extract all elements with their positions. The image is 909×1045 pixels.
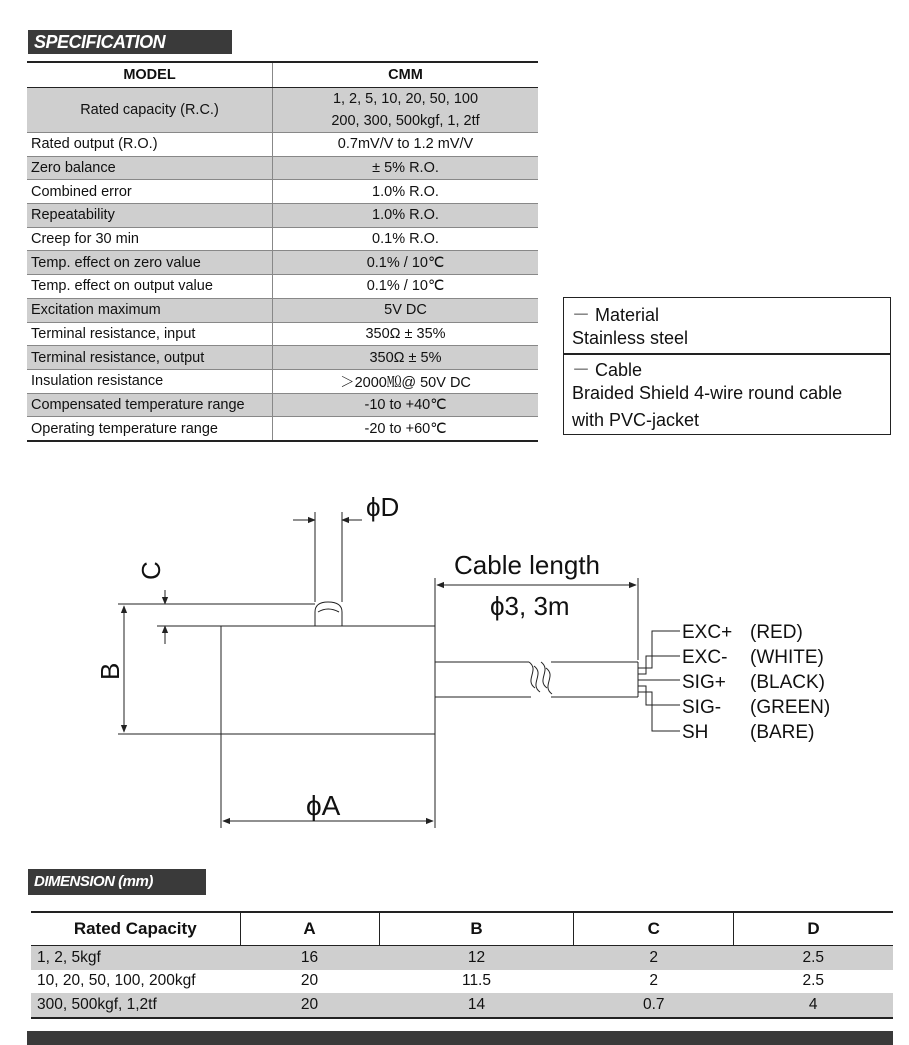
- spec-value: 0.7mV/V to 1.2 mV/V: [273, 133, 539, 157]
- dimension-table: [31, 911, 893, 1019]
- col-header-rated-capacity: Rated Capacity: [31, 912, 240, 946]
- rated-capacity-line1: 1, 2, 5, 10, 20, 50, 100: [332, 91, 479, 107]
- spec-label: Combined error: [27, 180, 273, 204]
- label-a: ϕA: [306, 790, 341, 821]
- wire-signal-label: EXC+: [682, 622, 733, 643]
- spec-row: [27, 227, 538, 251]
- spec-label: Temp. effect on zero value: [27, 251, 273, 275]
- wire-color-label: (BARE): [750, 722, 815, 743]
- dimension-header-row: [31, 912, 893, 946]
- wire-color-label: (RED): [750, 622, 803, 643]
- loading-button: [315, 602, 342, 626]
- spec-value: [273, 88, 539, 133]
- cell-d: 2.5: [733, 946, 893, 970]
- spec-value: 1.0% R.O.: [273, 180, 539, 204]
- cell-c: 0.7: [574, 993, 734, 1018]
- spec-row-rated-capacity: [27, 88, 538, 133]
- cell-b: 12: [379, 946, 574, 970]
- table-row: [31, 970, 893, 994]
- cell-a: 20: [300, 972, 319, 990]
- spec-row: [27, 275, 538, 299]
- spec-row: [27, 417, 538, 441]
- dimension-drawing: [0, 470, 909, 840]
- cell-c: 2: [574, 946, 734, 970]
- spec-row: [27, 180, 538, 204]
- spec-value: 0.1% R.O.: [273, 227, 539, 251]
- rated-capacity-line2: 200, 300, 500kgf, 1, 2tf: [331, 113, 480, 129]
- spec-row: [27, 133, 538, 157]
- cable-title: － Cable: [572, 360, 643, 380]
- spec-label: Terminal resistance, input: [27, 322, 273, 346]
- spec-label: Creep for 30 min: [27, 227, 273, 251]
- cable-break-right: [541, 662, 552, 694]
- spec-label: Rated capacity (R.C.): [27, 88, 273, 133]
- material-value: Stainless steel: [572, 328, 689, 348]
- spec-row: [27, 393, 538, 417]
- spec-value: ± 5% R.O.: [273, 156, 539, 180]
- spec-value: 0.1% / 10℃: [273, 251, 539, 275]
- col-header-a: A: [240, 912, 379, 946]
- spec-row: [27, 251, 538, 275]
- table-row: [31, 946, 893, 970]
- spec-label: Terminal resistance, output: [27, 346, 273, 370]
- load-cell-body: [221, 626, 435, 734]
- wire-signal-label: EXC-: [682, 647, 728, 668]
- model-header: MODEL: [27, 62, 273, 88]
- spec-row: [27, 204, 538, 228]
- spec-value: 350Ω ± 35%: [273, 322, 539, 346]
- cell-c: 2: [649, 972, 659, 990]
- cell-b: 11.5: [461, 972, 491, 990]
- dimension-banner: DIMENSION (mm): [28, 869, 206, 895]
- spec-row: [27, 346, 538, 370]
- spec-value: -20 to +60℃: [273, 417, 539, 441]
- cable-spec-label: ϕ3, 3m: [490, 591, 570, 621]
- spec-value: 1.0% R.O.: [273, 204, 539, 228]
- cell-b: 14: [379, 993, 574, 1018]
- spec-row: [27, 298, 538, 322]
- cell-capacity: 1, 2, 5kgf: [31, 946, 240, 970]
- wire-exc-plus: [638, 631, 680, 668]
- material-title: － Material: [572, 305, 660, 325]
- cell-capacity: 300, 500kgf, 1,2tf: [31, 993, 240, 1018]
- cable-line1: Braided Shield 4-wire round cable: [572, 383, 843, 403]
- spec-label: Insulation resistance: [27, 369, 273, 393]
- specification-banner: SPECIFICATION: [28, 30, 232, 54]
- spec-label: Compensated temperature range: [27, 393, 273, 417]
- wire-signal-label: SIG-: [682, 697, 722, 718]
- cable-line2: with PVC-jacket: [572, 410, 700, 430]
- table-row: [31, 993, 893, 1018]
- wire-signal-label: SH: [682, 722, 709, 743]
- label-c: C: [136, 561, 166, 580]
- wire-color-label: (WHITE): [750, 647, 824, 668]
- spec-row: [27, 322, 538, 346]
- wire-color-label: (GREEN): [750, 697, 831, 718]
- material-divider: [564, 353, 890, 355]
- material-cable-box: [563, 297, 891, 435]
- cell-d: 4: [733, 993, 893, 1018]
- spec-label: Rated output (R.O.): [27, 133, 273, 157]
- spec-row: [27, 369, 538, 393]
- spec-value: 5V DC: [273, 298, 539, 322]
- cell-a: 20: [240, 993, 379, 1018]
- cable-break-left: [529, 662, 540, 692]
- wire-signal-label: SIG+: [682, 672, 726, 693]
- cell-capacity: 10, 20, 50, 100, 200kgf: [37, 972, 196, 990]
- spec-value: ＞2000㏁@ 50V DC: [273, 369, 539, 393]
- spec-label: Temp. effect on output value: [27, 275, 273, 299]
- cell-d: 2.5: [802, 972, 825, 990]
- button-highlight: [318, 609, 339, 612]
- spec-label: Excitation maximum: [27, 298, 273, 322]
- spec-label: Operating temperature range: [27, 417, 273, 441]
- col-header-d: D: [733, 912, 893, 946]
- cable-length-label: Cable length: [454, 550, 600, 580]
- label-b: B: [95, 662, 125, 680]
- specification-table: [27, 61, 538, 442]
- wire-sig-minus: [638, 686, 680, 705]
- wire-color-label: (BLACK): [750, 672, 825, 693]
- spec-value: 350Ω ± 5%: [273, 346, 539, 370]
- cmm-header: CMM: [273, 62, 539, 88]
- wire-shield: [638, 692, 680, 731]
- spec-label: Repeatability: [27, 204, 273, 228]
- spec-value: -10 to +40℃: [273, 393, 539, 417]
- spec-value: 0.1% / 10℃: [273, 275, 539, 299]
- spec-header-row: [27, 62, 538, 88]
- wire-exc-minus: [638, 656, 680, 674]
- col-header-b: B: [379, 912, 574, 946]
- spec-row: [27, 156, 538, 180]
- footer-bar: [27, 1031, 893, 1045]
- cell-a: 16: [240, 946, 379, 970]
- spec-label: Zero balance: [27, 156, 273, 180]
- col-header-c: C: [574, 912, 734, 946]
- label-d: ϕD: [366, 492, 400, 522]
